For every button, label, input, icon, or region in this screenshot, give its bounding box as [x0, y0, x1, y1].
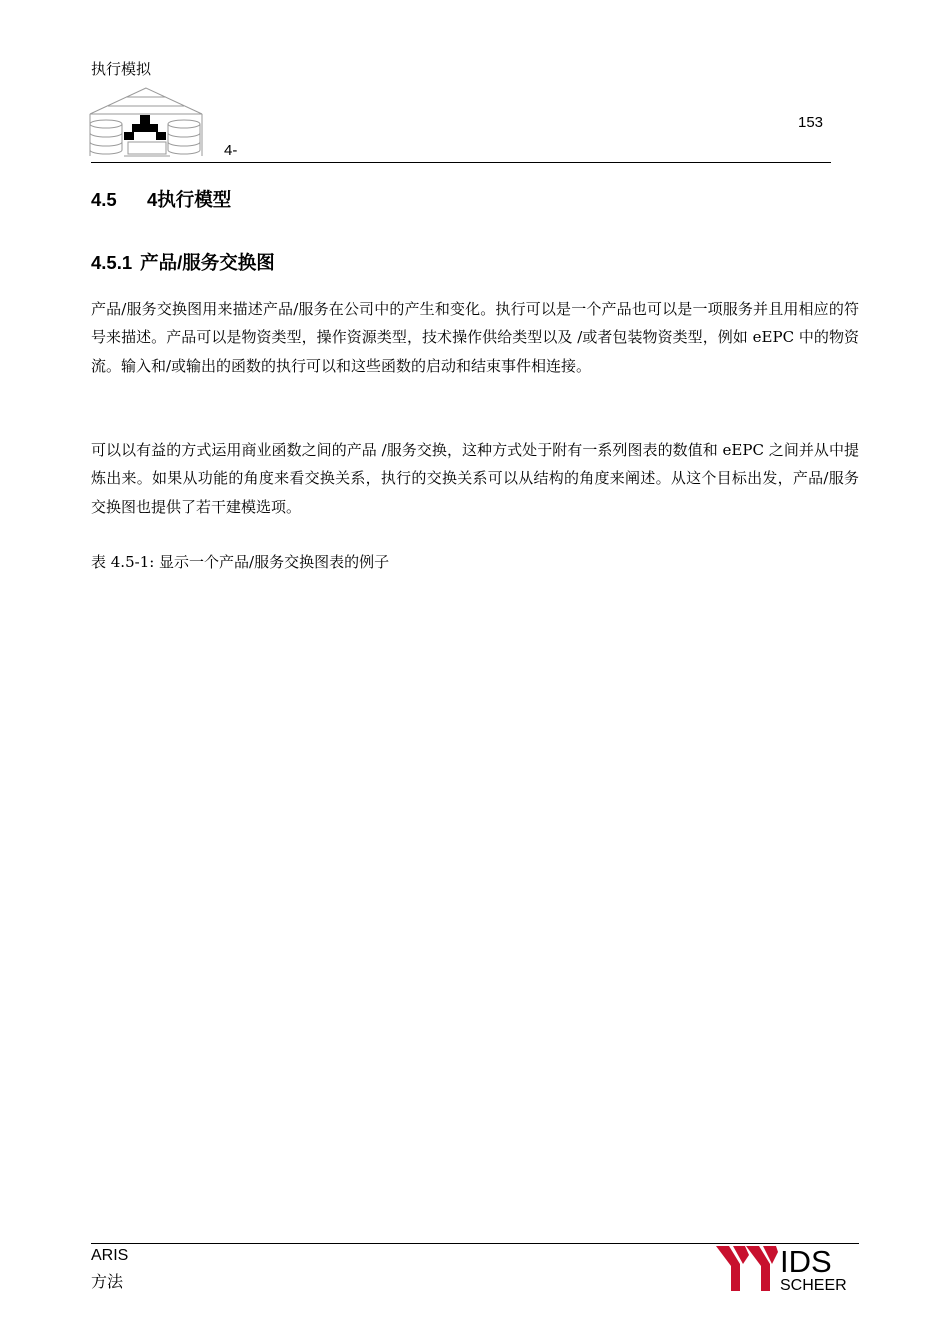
subsection-number: 4.5.1 — [91, 252, 133, 273]
ids-scheer-logo-icon — [716, 1246, 860, 1292]
aris-house-logo-icon — [88, 86, 208, 160]
header-divider — [91, 162, 831, 163]
body-paragraph: 可以以有益的方式运用商业函数之间的产品 /服务交换，这种方式处于附有一系列图表的数值和 eEPC 之间并从中提炼出来。如果从功能的角度来看交换关系，执行的交换关系可以从结构的角度来阐述。从这个目标出发，产品/服务交换图也提供了若干建模选项。 — [91, 441, 859, 516]
logo-text-scheer: SCHEER — [780, 1277, 847, 1292]
footer-divider — [91, 1243, 859, 1244]
logo-text-ids: IDS — [780, 1246, 832, 1279]
table-caption: 表 4.5-1: 显示一个产品/服务交换图表的例子 — [91, 553, 390, 571]
running-header-title: 执行模拟 — [91, 60, 152, 78]
footer-subtitle: 方法 — [91, 1272, 124, 1291]
body-paragraph: 产品/服务交换图用来描述产品/服务在公司中的产生和变化。执行可以是一个产品也可以是一项服务并且用相应的符号来描述。产品可以是物资类型，操作资源类型，技术操作供给类型以及 /或者包装物资类型，例如 eEPC 中的物资流。输入和/或输出的函数的执行可以和这些函数的启动和结束事件相连接。 — [91, 300, 859, 375]
section-heading — [91, 186, 231, 212]
chapter-label: 4- — [224, 142, 238, 159]
footer-product-name: ARIS — [91, 1247, 129, 1264]
section-number: 4.5 — [91, 189, 117, 210]
subsection-heading — [91, 249, 275, 275]
page-number: 153 — [798, 114, 824, 131]
section-title: 4执行模型 — [147, 189, 232, 210]
subsection-title: 产品/服务交换图 — [140, 252, 275, 273]
